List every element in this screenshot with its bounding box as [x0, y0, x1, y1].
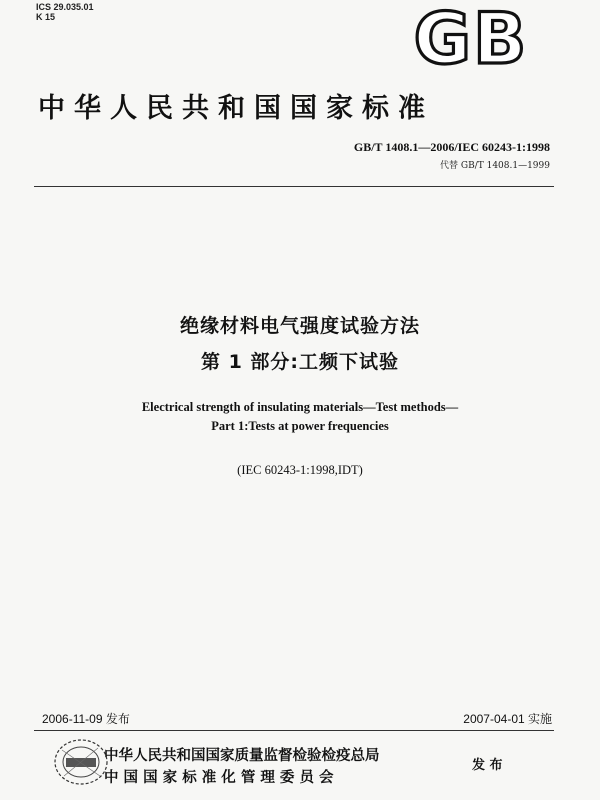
issuer-seal-icon	[52, 736, 110, 788]
issuer-line2: 中 国 国 家 标 准 化 管 理 委 员 会	[104, 770, 334, 786]
gb-logo	[396, 6, 546, 68]
issue-date: 2006-11-09 发布	[42, 712, 130, 726]
classification-code	[36, 2, 94, 22]
gb-logo-text: GB	[413, 6, 529, 68]
standard-number: GB/T 1408.1—2006/IEC 60243-1:1998	[353, 140, 550, 154]
implementation-date: 2007-04-01 实施	[463, 712, 552, 726]
ccs-code: K 15	[36, 12, 56, 22]
issue-label: 发 布	[472, 758, 503, 773]
title-english-line1: Electrical strength of insulating materials—Test methods—	[141, 400, 459, 414]
issuer-line1: 中华人民共和国国家质量监督检验检疫总局	[104, 748, 380, 764]
title-english-line2: Part 1:Tests at power frequencies	[211, 419, 389, 433]
national-standard-title: 中华人民共和国国家标准	[38, 93, 434, 124]
title-chinese-line2: 第 1 部分:工频下试验	[200, 351, 400, 373]
supersedes-note: 代替 GB/T 1408.1—1999	[440, 161, 550, 171]
ics-code: ICS 29.035.01	[36, 2, 94, 12]
adoption-note: (IEC 60243-1:1998,IDT)	[237, 463, 363, 477]
header-divider	[34, 186, 554, 187]
footer-divider	[34, 730, 554, 731]
title-chinese-line1: 绝缘材料电气强度试验方法	[179, 315, 420, 337]
